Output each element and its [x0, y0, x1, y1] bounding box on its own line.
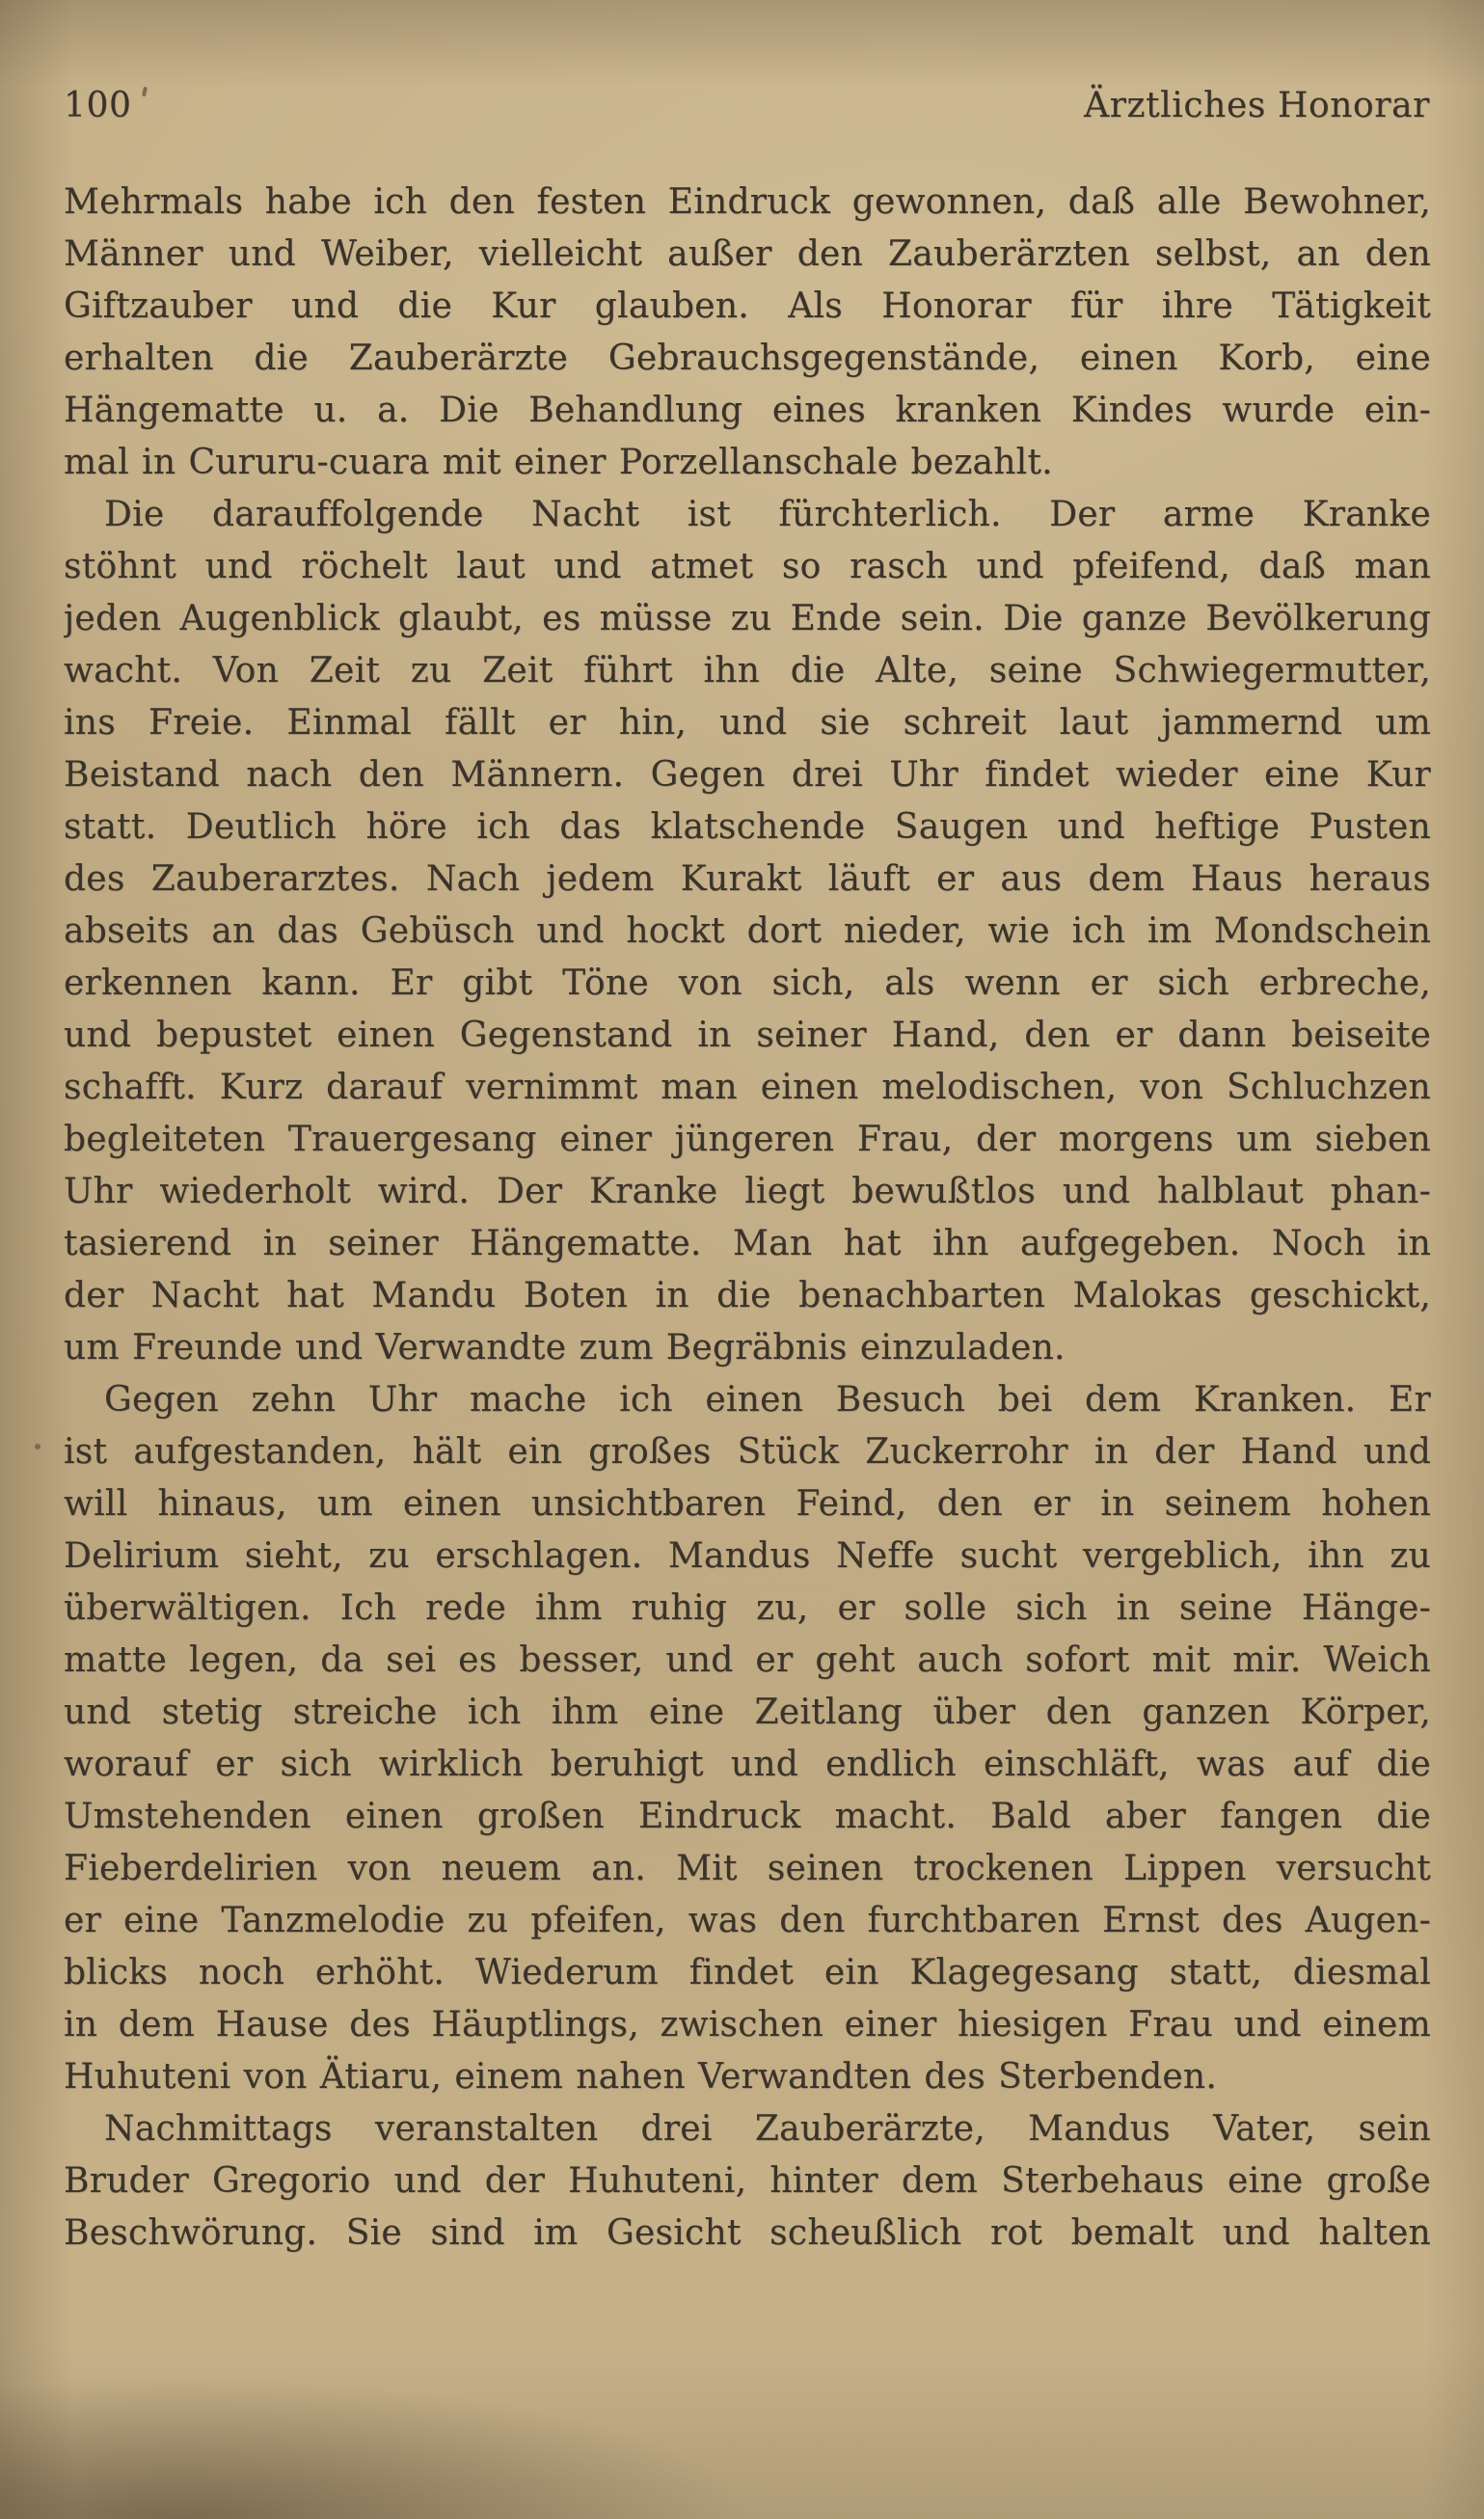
- text-line: Fieberdelirien von neuem an. Mit seinen trockenen Lippen versucht: [64, 1849, 1431, 1888]
- text-line: des Zauberarztes. Nach jedem Kurakt läuft er aus dem Haus heraus: [64, 859, 1431, 899]
- text-line: jeden Augenblick glaubt, es müsse zu Ende sein. Die ganze Bevölkerung: [64, 599, 1431, 638]
- text-line: und stetig streiche ich ihm eine Zeitlang über den ganzen Körper,: [64, 1693, 1431, 1732]
- text-line: in dem Hause des Häuptlings, zwischen einer hiesigen Frau und einem: [64, 2005, 1431, 2045]
- text-line: ist aufgestanden, hält ein großes Stück Zuckerrohr in der Hand und: [64, 1432, 1431, 1472]
- text-line: mal in Cururu-cuara mit einer Porzellanschale bezahlt.: [64, 443, 1053, 482]
- text-line: um Freunde und Verwandte zum Begräbnis einzuladen.: [64, 1328, 1066, 1368]
- text-line: er eine Tanzmelodie zu pfeifen, was den furchtbaren Ernst des Augen-: [64, 1901, 1431, 1940]
- text-line: Die darauffolgende Nacht ist fürchterlich. Der arme Kranke: [104, 495, 1431, 534]
- text-line: worauf er sich wirklich beruhigt und endlich einschläft, was auf die: [64, 1745, 1431, 1784]
- text-line: Gegen zehn Uhr mache ich einen Besuch bei dem Kranken. Er: [104, 1380, 1431, 1420]
- text-line: und bepustet einen Gegenstand in seiner Hand, den er dann beiseite: [64, 1016, 1431, 1055]
- text-line: Bruder Gregorio und der Huhuteni, hinter dem Sterbehaus eine große: [64, 2161, 1431, 2201]
- text-line: Männer und Weiber, vielleicht außer den Zauberärzten selbst, an den: [64, 234, 1431, 274]
- text-line: blicks noch erhöht. Wiederum findet ein Klagegesang statt, diesmal: [64, 1953, 1431, 1992]
- text-line: überwältigen. Ich rede ihm ruhig zu, er solle sich in seine Hänge-: [64, 1588, 1431, 1628]
- text-line: Beistand nach den Männern. Gegen drei Uhr findet wieder eine Kur: [64, 755, 1431, 795]
- text-line: Nachmittags veranstalten drei Zauberärzte, Mandus Vater, sein: [104, 2109, 1431, 2149]
- text-line: will hinaus, um einen unsichtbaren Feind, den er in seinem hohen: [64, 1484, 1431, 1524]
- text-line: Giftzauber und die Kur glauben. Als Honorar für ihre Tätigkeit: [64, 286, 1431, 326]
- text-line: Huhuteni von Ätiaru, einem nahen Verwandten des Sterbenden.: [64, 2057, 1218, 2097]
- text-line: Uhr wiederholt wird. Der Kranke liegt bewußtlos und halblaut phan-: [64, 1172, 1431, 1211]
- text-line: der Nacht hat Mandu Boten in die benachbarten Malokas geschickt,: [64, 1276, 1431, 1315]
- text-line: abseits an das Gebüsch und hockt dort nieder, wie ich im Mondschein: [64, 911, 1431, 951]
- text-line: begleiteten Trauergesang einer jüngeren Frau, der morgens um sieben: [64, 1120, 1431, 1159]
- text-line: ins Freie. Einmal fällt er hin, und sie schreit laut jammernd um: [64, 703, 1431, 743]
- text-line: erhalten die Zauberärzte Gebrauchsgegenstände, einen Korb, eine: [64, 339, 1431, 378]
- running-header: [64, 83, 1430, 129]
- text-line: matte legen, da sei es besser, und er geht auch sofort mit mir. Weich: [64, 1640, 1431, 1680]
- text-line: Umstehenden einen großen Eindruck macht. Bald aber fangen die: [64, 1797, 1431, 1836]
- page-number: 100: [64, 86, 132, 125]
- text-line: Beschwörung. Sie sind im Gesicht scheußlich rot bemalt und halten: [64, 2213, 1431, 2253]
- text-line: stöhnt und röchelt laut und atmet so rasch und pfeifend, daß man: [64, 547, 1431, 586]
- text-line: Mehrmals habe ich den festen Eindruck gewonnen, daß alle Bewohner,: [64, 182, 1431, 222]
- text-line: Hängematte u. a. Die Behandlung eines kranken Kindes wurde ein-: [64, 391, 1431, 430]
- text-line: erkennen kann. Er gibt Töne von sich, als wenn er sich erbreche,: [64, 963, 1431, 1003]
- text-line: Delirium sieht, zu erschlagen. Mandus Neffe sucht vergeblich, ihn zu: [64, 1536, 1431, 1576]
- body-text-block: [64, 176, 1431, 2260]
- text-line: wacht. Von Zeit zu Zeit führt ihn die Alte, seine Schwiegermutter,: [64, 651, 1431, 691]
- text-line: statt. Deutlich höre ich das klatschende Saugen und heftige Pusten: [64, 807, 1431, 847]
- text-line: schafft. Kurz darauf vernimmt man einen melodischen, von Schluchzen: [64, 1068, 1431, 1107]
- running-head-title: Ärztliches Honorar: [1084, 86, 1430, 125]
- ink-speck: [35, 1444, 40, 1449]
- text-line: tasierend in seiner Hängematte. Man hat ihn aufgegeben. Noch in: [64, 1224, 1431, 1263]
